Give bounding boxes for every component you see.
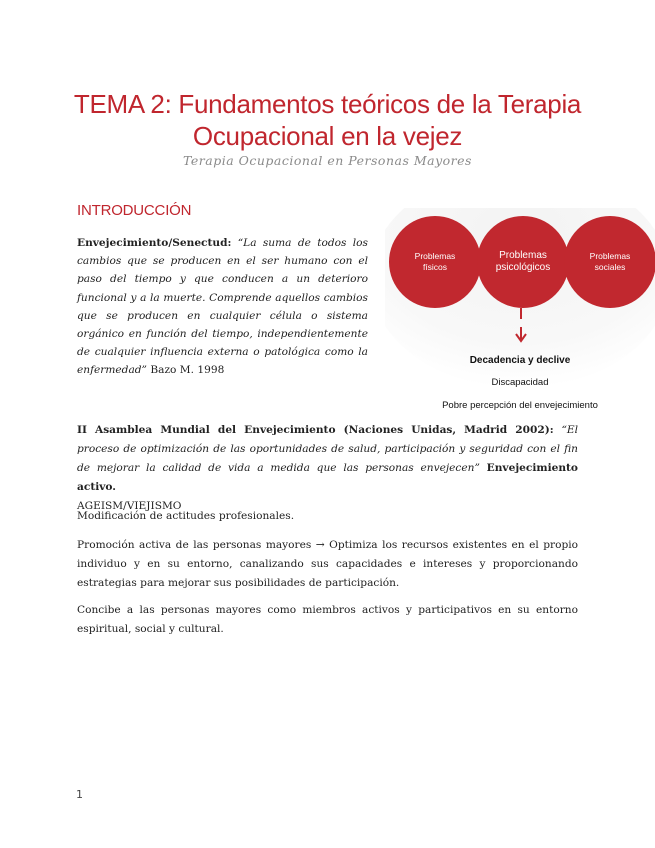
circle-psychological-line2: psicológicos [495,262,551,273]
circle-physical-problems [389,216,481,308]
concibe-paragraph: Concibe a las personas mayores como miembros activos y participativos en su entorno espiritual, social y cultural. [77,604,578,635]
asamblea-quote: “El proceso de optimización de las oportunidades de salud, participación y seguridad con el fin de mejorar la calidad de vida a medida que las personas envejecen” [77,424,578,474]
intro-quote: “La suma de todos los cambios que se producen en el ser humano con el paso del tiempo y que conducen a un deterioro funcional y a la muerte. Comprende aquellos cambios que se producen en cualquier célula o sistema orgánico en función del tiempo, independientemente de cualquier influencia externa o patológica como la enfermedad” [77,237,368,377]
document-subtitle: Terapia Ocupacional en Personas Mayores [183,153,472,168]
ageism-label: AGEISM/VIEJISMO [77,500,182,512]
circle-psychological-line1: Problemas [499,250,547,261]
asamblea-term: Envejecimiento activo. [77,462,578,493]
intro-citation: Bazo M. 1998 [150,364,225,377]
section-heading: INTRODUCCIÓN [77,202,192,219]
promocion-paragraph: Promoción activa de las personas mayores → Optimiza los recursos existentes en el propio individuo y en su entorno, canalizando sus capacidades e intereses y proporcionando estrategias para mejorar sus posibilidades de participación. [77,539,578,589]
asamblea-paragraph [77,421,578,516]
circle-social-line1: Problemas [589,251,631,261]
circle-psychological-problems [477,216,569,308]
asamblea-bold: II Asamblea Mundial del Envejecimiento (Naciones Unidas, Madrid 2002): [77,424,554,436]
title-line-2: Ocupacional en la vejez [192,121,463,151]
circle-social-line2: sociales [594,262,626,272]
intro-paragraph [77,234,368,380]
decline-label: Decadencia y declive [469,355,571,366]
circle-physical-line2: físicos [422,262,448,272]
circle-social-problems [564,216,655,308]
intro-term: Envejecimiento/Senectud: [77,237,232,249]
perception-label: Pobre percepción del envejecimiento [442,400,598,411]
title-line-1: TEMA 2: Fundamentos teóricos de la Terapia [73,89,582,119]
aging-problems-diagram [385,208,655,414]
document-title [60,88,595,152]
actitudes-paragraph: Modificación de actitudes profesionales. [77,510,295,522]
page-number: 1 [76,788,83,801]
circle-physical-line1: Problemas [414,251,456,261]
disability-label: Discapacidad [491,377,549,388]
